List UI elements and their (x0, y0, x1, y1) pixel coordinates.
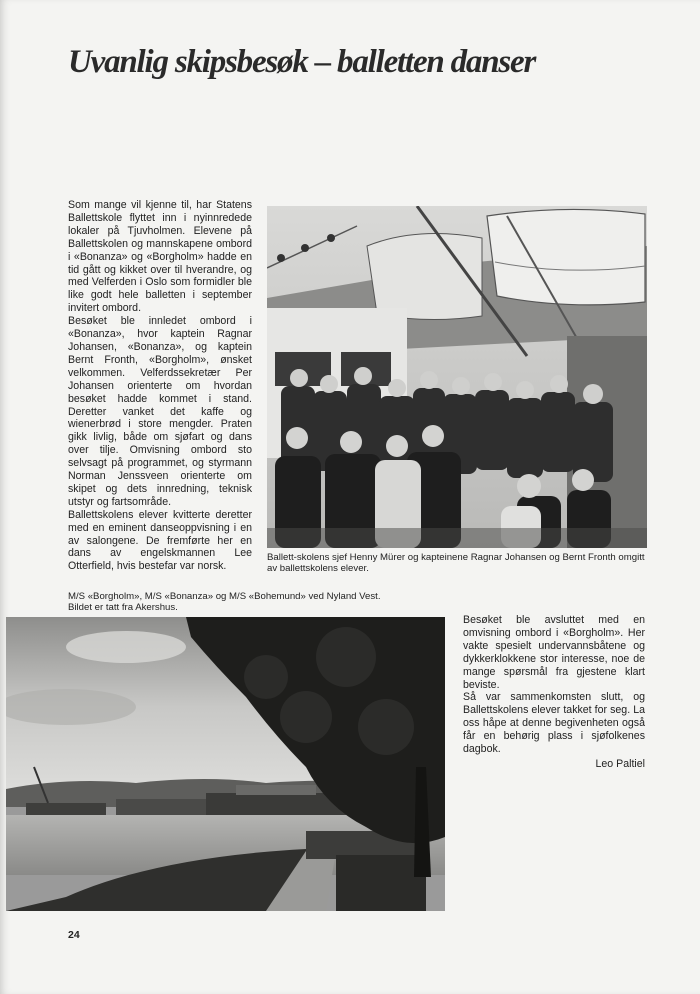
author-signature: Leo Paltiel (595, 757, 645, 770)
harbor-caption-line: M/S «Borgholm», M/S «Bonanza» og M/S «Bohemund» ved Nyland Vest. (68, 591, 381, 602)
paragraph: Så var sammenkomsten slutt, og Ballettskolens elever takket for seg. La oss håpe at denne begivenheten også får en behørig plass i sjøfolkenes dagbok. (463, 691, 645, 756)
paragraph: Ballettskolens elever kvitterte deretter med en eminent danseoppvisning i en av salongene. De fremførte her en dans av engelskmannen Lee Otterfield, hvis bestefar var norsk. (68, 508, 252, 573)
harbor-photo-caption (68, 591, 388, 614)
article-title: Uvanlig skipsbesøk – balletten danser (68, 44, 536, 80)
paragraph: Besøket ble avsluttet med en omvisning ombord i «Borgholm». Her vakte spesielt undervannsbåtene og dykkerklokkene stor interesse, noe de mange spørsmål fra gjestene klart beviste. (463, 614, 645, 691)
harbor-photo (6, 617, 445, 911)
harbor-caption-line: Bildet er tatt fra Akershus. (68, 602, 178, 614)
ballet-photo-caption: Ballett-skolens sjef Henny Mürer og kapteinene Ragnar Johansen og Bernt Fronth omgitt av ballettskolens elever. (267, 552, 645, 575)
ballet-group-photo (267, 206, 647, 548)
page-number: 24 (68, 929, 80, 941)
paragraph: Besøket ble innledet ombord i «Bonanza», hvor kaptein Ragnar Johansen, «Bonanza», og kaptein Bernt Fronth, «Borgholm», ønsket velkommen. Velferdssekretær Per Johansen orienterte om hvordan besøket hadde kommet i stand. Deretter vanket det kaffe og wienerbrød i store mengder. Praten gikk livlig, både om sjøfart og dans over tilje. Omvisning ombord sto selvsagt på programmet, og styrmann Norman Jenssveen orienterte om skipet og dets innredning, teknisk utstyr og fartsområde. (68, 315, 252, 508)
article-left-column (68, 199, 252, 573)
paragraph: Som mange vil kjenne til, har Statens Ballettskole flyttet inn i nyinnredede lokaler på Tjuvholmen. Elevene på Ballettskolen og mannskapene ombord i «Bonanza» og «Borgholm» hadde en tid gått og kikket over til hverandre, og med Velferden i Oslo som formidler ble like godt hele balletten i september invitert ombord. (68, 199, 252, 315)
article-right-column (463, 614, 645, 771)
